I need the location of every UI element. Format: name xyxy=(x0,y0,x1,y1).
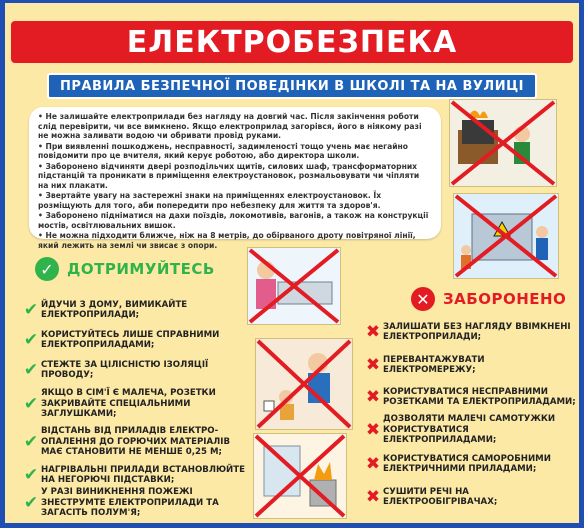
illustration-tv-fire-drawing xyxy=(450,100,556,186)
illustration-substation-drawing xyxy=(454,194,558,278)
list-item: ✖ КОРИСТУВАТИСЯ САМОРОБНИМИ ЕЛЕКТРИЧНИМИ ПРИЛАДАМИ; xyxy=(363,447,577,481)
rule-item: • Заборонено підніматися на дахи поїздів, локомотивів, вагонів, а також на конструкції мостів, освітлювальних вишок. xyxy=(38,211,429,230)
illustration-kitchen-drawing xyxy=(248,248,340,324)
fire-shape xyxy=(314,462,332,480)
worker-head-shape xyxy=(536,226,548,238)
rule-item: • Заборонено відчиняти двері розподільчих щитів, силових шаф, трансформаторних підстанцій та проникати в приміщення електроустановок, розмальовувати чи чіпляти на них плакати. xyxy=(38,161,420,190)
list-item: ✖ ДОЗВОЛЯТИ МАЛЕЧІ САМОТУЖКИ КОРИСТУВАТИСЯ ЕЛЕКТРОПРИЛАДАМИ; xyxy=(363,413,577,447)
list-item: ✔ ВІДСТАНЬ ВІД ПРИЛАДІВ ЕЛЕКТРО-ОПАЛЕННЯ ДО ГОРЮЧИХ МАТЕРІАЛІВ МАЄ СТАНОВИТИ НЕ МЕНШЕ 0,25 М; xyxy=(21,423,247,461)
subtitle-banner xyxy=(47,73,537,99)
cross-circle-icon: ✕ xyxy=(411,287,435,311)
page-subtitle: ПРАВИЛА БЕЗПЕЧНОЇ ПОВЕДІНКИ В ШКОЛІ ТА НА ВУЛИЦІ xyxy=(59,78,525,94)
worker-body-shape xyxy=(536,238,548,260)
rule-item: • Не залишайте електроприлади без нагляду на довгий час. Після закінчення роботи слід перевірити, чи все вимкнено. Якщо електроприлад загорівся, його в ніякому разі не можна заливати водою чи обривати провід руками. xyxy=(38,112,422,140)
list-item: ✔ КОРИСТУЙТЕСЬ ЛИШЕ СПРАВНИМИ ЕЛЕКТРОПРИЛАДАМИ; xyxy=(21,325,247,355)
check-circle-icon: ✓ xyxy=(35,257,59,281)
rule-item: • Звертайте увагу на застережні знаки на приміщеннях електроустановок. Їх розміщують для того, аби попередити про небезпеку для життя та здоров'я. xyxy=(38,191,382,210)
cross-icon: ✖ xyxy=(365,387,381,407)
illustration-tv-fire xyxy=(449,99,557,187)
check-icon: ✔ xyxy=(23,465,39,485)
check-icon: ✔ xyxy=(23,432,39,452)
list-item: ✖ КОРИСТУВАТИСЯ НЕСПРАВНИМИ РОЗЕТКАМИ ТА ЕЛЕКТРОПРИЛАДАМИ; xyxy=(363,381,577,413)
illustration-socket-kid xyxy=(255,338,353,430)
check-icon: ✔ xyxy=(23,360,39,380)
illustration-substation xyxy=(453,193,559,279)
cross-icon: ✖ xyxy=(365,454,381,474)
title-banner xyxy=(11,21,573,63)
list-item: ✖ ПЕРЕВАНТАЖУВАТИ ЕЛЕКТРОМЕРЕЖУ; xyxy=(363,349,577,381)
socket-icon xyxy=(264,401,274,411)
cross-icon: ✖ xyxy=(365,487,381,507)
child-head-shape xyxy=(461,245,471,255)
list-item: ✖ СУШИТИ РЕЧІ НА ЕЛЕКТРООБІГРІВАЧАХ; xyxy=(363,481,577,513)
list-item: ✔ У РАЗІ ВИНИКНЕННЯ ПОЖЕЖІ ЗНЕСТРУМТЕ ЕЛЕКТРОПРИЛАДИ ТА ЗАГАСІТЬ ПОЛУМ'Я; xyxy=(21,489,247,517)
illustration-socket-kid-drawing xyxy=(256,339,352,429)
do-section-heading: ДОТРИМУЙТЕСЬ xyxy=(67,260,215,278)
do-section-header xyxy=(35,257,215,281)
dont-section-heading: ЗАБОРОНЕНО xyxy=(443,290,567,308)
list-item: ✖ ЗАЛИШАТИ БЕЗ НАГЛЯДУ ВВІМКНЕНІ ЕЛЕКТРОПРИЛАДИ; xyxy=(363,315,577,349)
illustration-heater xyxy=(253,433,347,519)
dont-section-header xyxy=(411,287,566,311)
page-title: ЕЛЕКТРОБЕЗПЕКА xyxy=(126,24,458,60)
cross-icon: ✖ xyxy=(365,322,381,342)
poster-body xyxy=(5,3,579,523)
illustration-heater-drawing xyxy=(254,434,346,518)
rule-item: • При виявленні пошкоджень, несправності, задимленості тощо учень має негайно повідомити про це вчителя, який керує роботою, або директора школи. xyxy=(38,141,408,160)
list-item: ✔ СТЕЖТЕ ЗА ЦІЛІСНІСТЮ ІЗОЛЯЦІЇ ПРОВОДУ; xyxy=(21,355,247,385)
rules-panel xyxy=(29,107,441,250)
list-item: ✔ НАГРІВАЛЬНІ ПРИЛАДИ ВСТАНОВЛЮЙТЕ НА НЕГОРЮЧІ ПІДСТАВКИ; xyxy=(21,461,247,489)
list-item: ✔ ЙДУЧИ З ДОМУ, ВИМИКАЙТЕ ЕЛЕКТРОПРИЛАДИ; xyxy=(21,295,247,325)
do-list xyxy=(21,295,247,517)
check-icon: ✔ xyxy=(23,394,39,414)
rule-item: • Не можна підходити ближче, ніж на 8 метрів, до обірваного дроту повітряної лінії, який лежить на землі чи звисає з опори. xyxy=(38,231,416,250)
heater-shape xyxy=(310,480,336,506)
cross-icon: ✖ xyxy=(365,420,381,440)
cross-icon: ✖ xyxy=(365,355,381,375)
check-icon: ✔ xyxy=(23,300,39,320)
list-item: ✔ ЯКЩО В СІМ'Ї Є МАЛЕЧА, РОЗЕТКИ ЗАКРИВАЙТЕ СПЕЦІАЛЬНИМИ ЗАГЛУШКАМИ; xyxy=(21,385,247,423)
dont-list xyxy=(363,315,577,513)
check-icon: ✔ xyxy=(23,493,39,513)
illustration-kitchen xyxy=(247,247,341,325)
check-icon: ✔ xyxy=(23,330,39,350)
